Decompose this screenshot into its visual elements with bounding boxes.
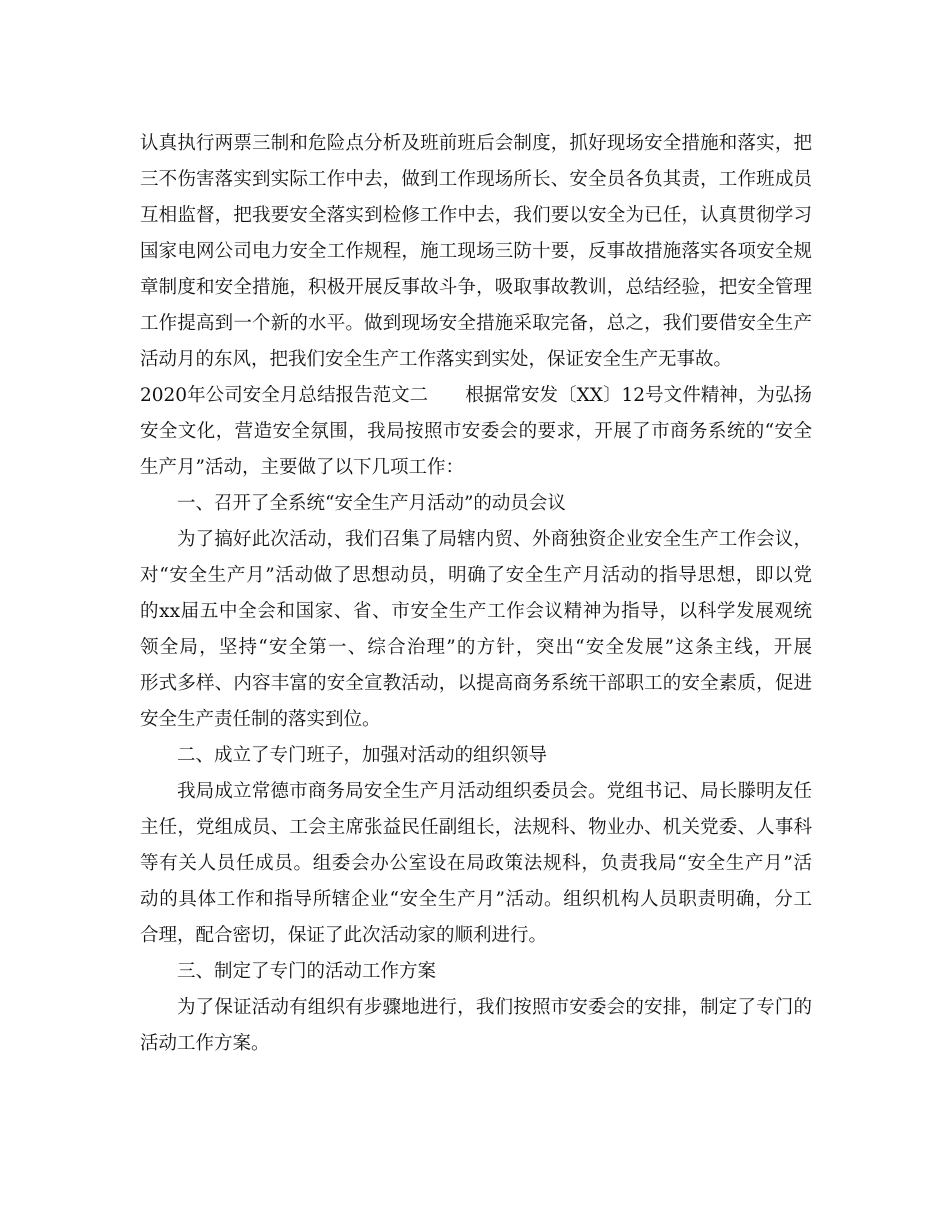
heading-three: 三、制定了专门的活动工作方案 (177, 961, 437, 982)
paragraph-line: 章制度和安全措施，积极开展反事故斗争，吸取事故教训，总结经验，把安全管理 (140, 277, 812, 298)
paragraph-line: 领全局，坚持“安全第一、综合治理”的方针，突出“安全发展”这条主线，开展 (140, 637, 812, 658)
paragraph-line: 认真执行两票三制和危险点分析及班前班后会制度，抓好现场安全措施和落实，把 (140, 133, 812, 154)
paragraph-line: 合理，配合密切，保证了此次活动家的顺利进行。 (140, 925, 548, 946)
paragraph-line: 对“安全生产月”活动做了思想动员，明确了安全生产月活动的指导思想，即以党 (140, 565, 812, 586)
paragraph-line: 动的具体工作和指导所辖企业“安全生产月”活动。组织机构人员职责明确，分工 (140, 889, 812, 910)
paragraph-line: 主任，党组成员、工会主席张益民任副组长，法规科、物业办、机关党委、人事科 (140, 817, 812, 838)
paragraph-line: 的xx届五中全会和国家、省、市安全生产工作会议精神为指导，以科学发展观统 (140, 601, 812, 622)
heading-two: 二、成立了专门班子，加强对活动的组织领导 (177, 745, 548, 766)
paragraph-line: 互相监督，把我要安全落实到检修工作中去，我们要以安全为已任，认真贯彻学习 (140, 205, 812, 226)
heading-one: 一、召开了全系统“安全生产月活动”的动员会议 (177, 493, 566, 514)
paragraph-line: 活动工作方案。 (140, 1033, 270, 1054)
paragraph-line: 为了搞好此次活动，我们召集了局辖内贸、外商独资企业安全生产工作会议， (177, 529, 812, 550)
paragraph-line: 生产月”活动，主要做了以下几项工作： (140, 457, 464, 478)
paragraph-line: 工作提高到一个新的水平。做到现场安全措施采取完备，总之，我们要借安全生产 (140, 313, 812, 334)
paragraph-line: 我局成立常德市商务局安全生产月活动组织委员会。党组书记、局长滕明友任 (177, 781, 812, 802)
paragraph-line: 三不伤害落实到实际工作中去，做到工作现场所长、安全员各负其责，工作班成员 (140, 169, 812, 190)
paragraph-line: 等有关人员任成员。组委会办公室设在局政策法规科，负责我局“安全生产月”活 (140, 853, 812, 874)
document-body (140, 126, 812, 1062)
paragraph-line: 为了保证活动有组织有步骤地进行，我们按照市安委会的安排，制定了专门的 (177, 997, 812, 1018)
section-title-line: 2020年公司安全月总结报告范文二 根据常安发〔XX〕12号文件精神，为弘扬 (140, 385, 812, 406)
paragraph-line: 形式多样、内容丰富的安全宣教活动，以提高商务系统干部职工的安全素质，促进 (140, 673, 812, 694)
paragraph-line: 国家电网公司电力安全工作规程，施工现场三防十要，反事故措施落实各项安全规 (140, 241, 812, 262)
paragraph-line: 安全生产责任制的落实到位。 (140, 709, 381, 730)
paragraph-line: 活动月的东风，把我们安全生产工作落实到实处，保证安全生产无事故。 (140, 349, 733, 370)
paragraph-line: 安全文化，营造安全氛围，我局按照市安委会的要求，开展了市商务系统的“安全 (140, 421, 812, 442)
